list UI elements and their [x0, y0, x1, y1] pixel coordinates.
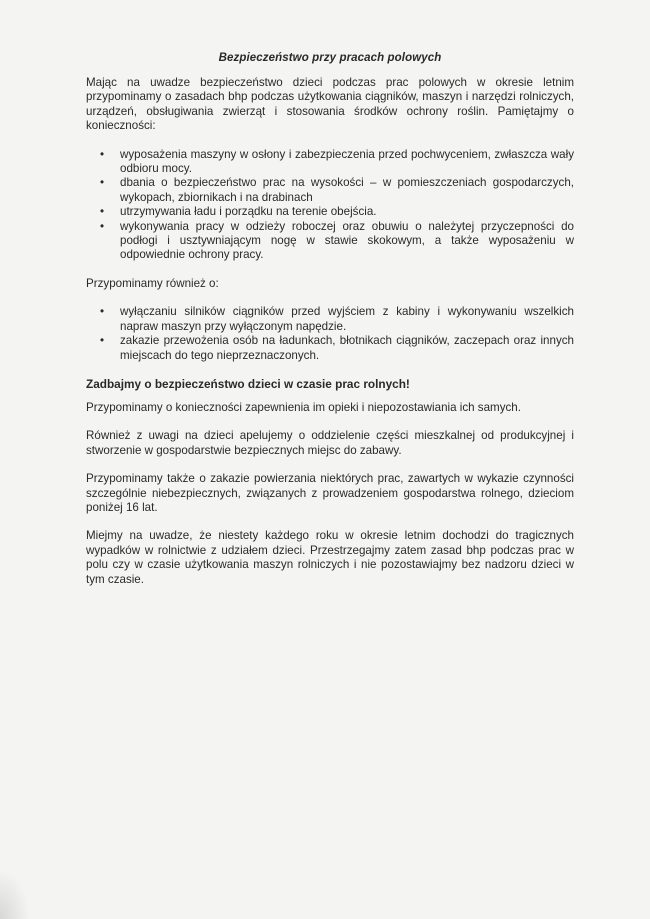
body-paragraph: Również z uwagi na dzieci apelujemy o oddzielenie części mieszkalnej od produkcyjnej i stworzenie w gospodarstwie bezpiecznych miejsc do zabawy.: [86, 429, 574, 457]
body-paragraph: Przypominamy o konieczności zapewnienia im opieki i niepozostawiania ich samych.: [86, 400, 521, 414]
bullet-icon: •: [100, 219, 105, 233]
list-item: • wykonywania pracy w odzieży roboczej oraz obuwiu o należytej przyczepności do podłogi i usztywniającym nogę w stawie skokowym, a także wyposażeniu w odpowiednie ochrony pracy.: [100, 219, 574, 262]
scan-smudge: [0, 869, 30, 919]
list-item: • wyłączaniu silników ciągników przed wyjściem z kabiny i wykonywaniu wszelkich napraw maszyn przy wyłączonym napędzie.: [100, 305, 574, 333]
bullet-icon: •: [100, 305, 105, 319]
list-item: • utrzymywania ładu i porządku na terenie obejścia.: [100, 205, 377, 219]
bullet-icon: •: [100, 334, 105, 348]
document-body: [86, 52, 574, 601]
body-paragraph: Przypominamy także o zakazie powierzania niektórych prac, zawartych w wykazie czynności szczególnie niebezpiecznych, związanych z prowadzeniem gospodarstwa rolnego, dzieciom poniżej 16 lat.: [86, 472, 574, 514]
document-title: Bezpieczeństwo przy pracach polowych: [218, 52, 442, 64]
safety-list-1: [86, 148, 574, 263]
bleed-through-text: [96, 600, 566, 636]
reminder-paragraph: Przypominamy również o:: [86, 276, 219, 290]
safety-list-2: [86, 305, 574, 363]
section-heading: Zadbajmy o bezpieczeństwo dzieci w czasie prac rolnych!: [86, 376, 410, 391]
body-paragraph: Miejmy na uwadze, że niestety każdego roku w okresie letnim dochodzi do tragicznych wypadków w rolnictwie z udziałem dzieci. Przestrzegajmy zatem zasad bhp podczas prac w polu czy w czasie użytkowania maszyn rolniczych i nie pozostawiajmy bez nadzoru dzieci w tym czasie.: [86, 529, 574, 586]
bullet-icon: •: [100, 176, 105, 190]
list-item: • zakazie przewożenia osób na ładunkach, błotnikach ciągników, zaczepach oraz innych miejscach do tego nieprzeznaczonych.: [100, 334, 574, 362]
intro-paragraph: Mając na uwadze bezpieczeństwo dzieci podczas prac polowych w okresie letnim przypominamy o zasadach bhp podczas użytkowania ciągników, maszyn i narzędzi rolniczych, urządzeń, obsługiwania zwierząt i stosowania środków ochrony roślin. Pamiętajmy o konieczności:: [86, 76, 574, 133]
list-item: • wyposażenia maszyny w osłony i zabezpieczenia przed pochwyceniem, zwłaszcza wały odbioru mocy.: [100, 147, 574, 176]
bullet-icon: •: [100, 147, 105, 161]
bullet-icon: •: [100, 205, 105, 219]
list-item: • dbania o bezpieczeństwo prac na wysokości – w pomieszczeniach gospodarczych, wykopach, zbiornikach i na drabinach: [100, 176, 574, 204]
